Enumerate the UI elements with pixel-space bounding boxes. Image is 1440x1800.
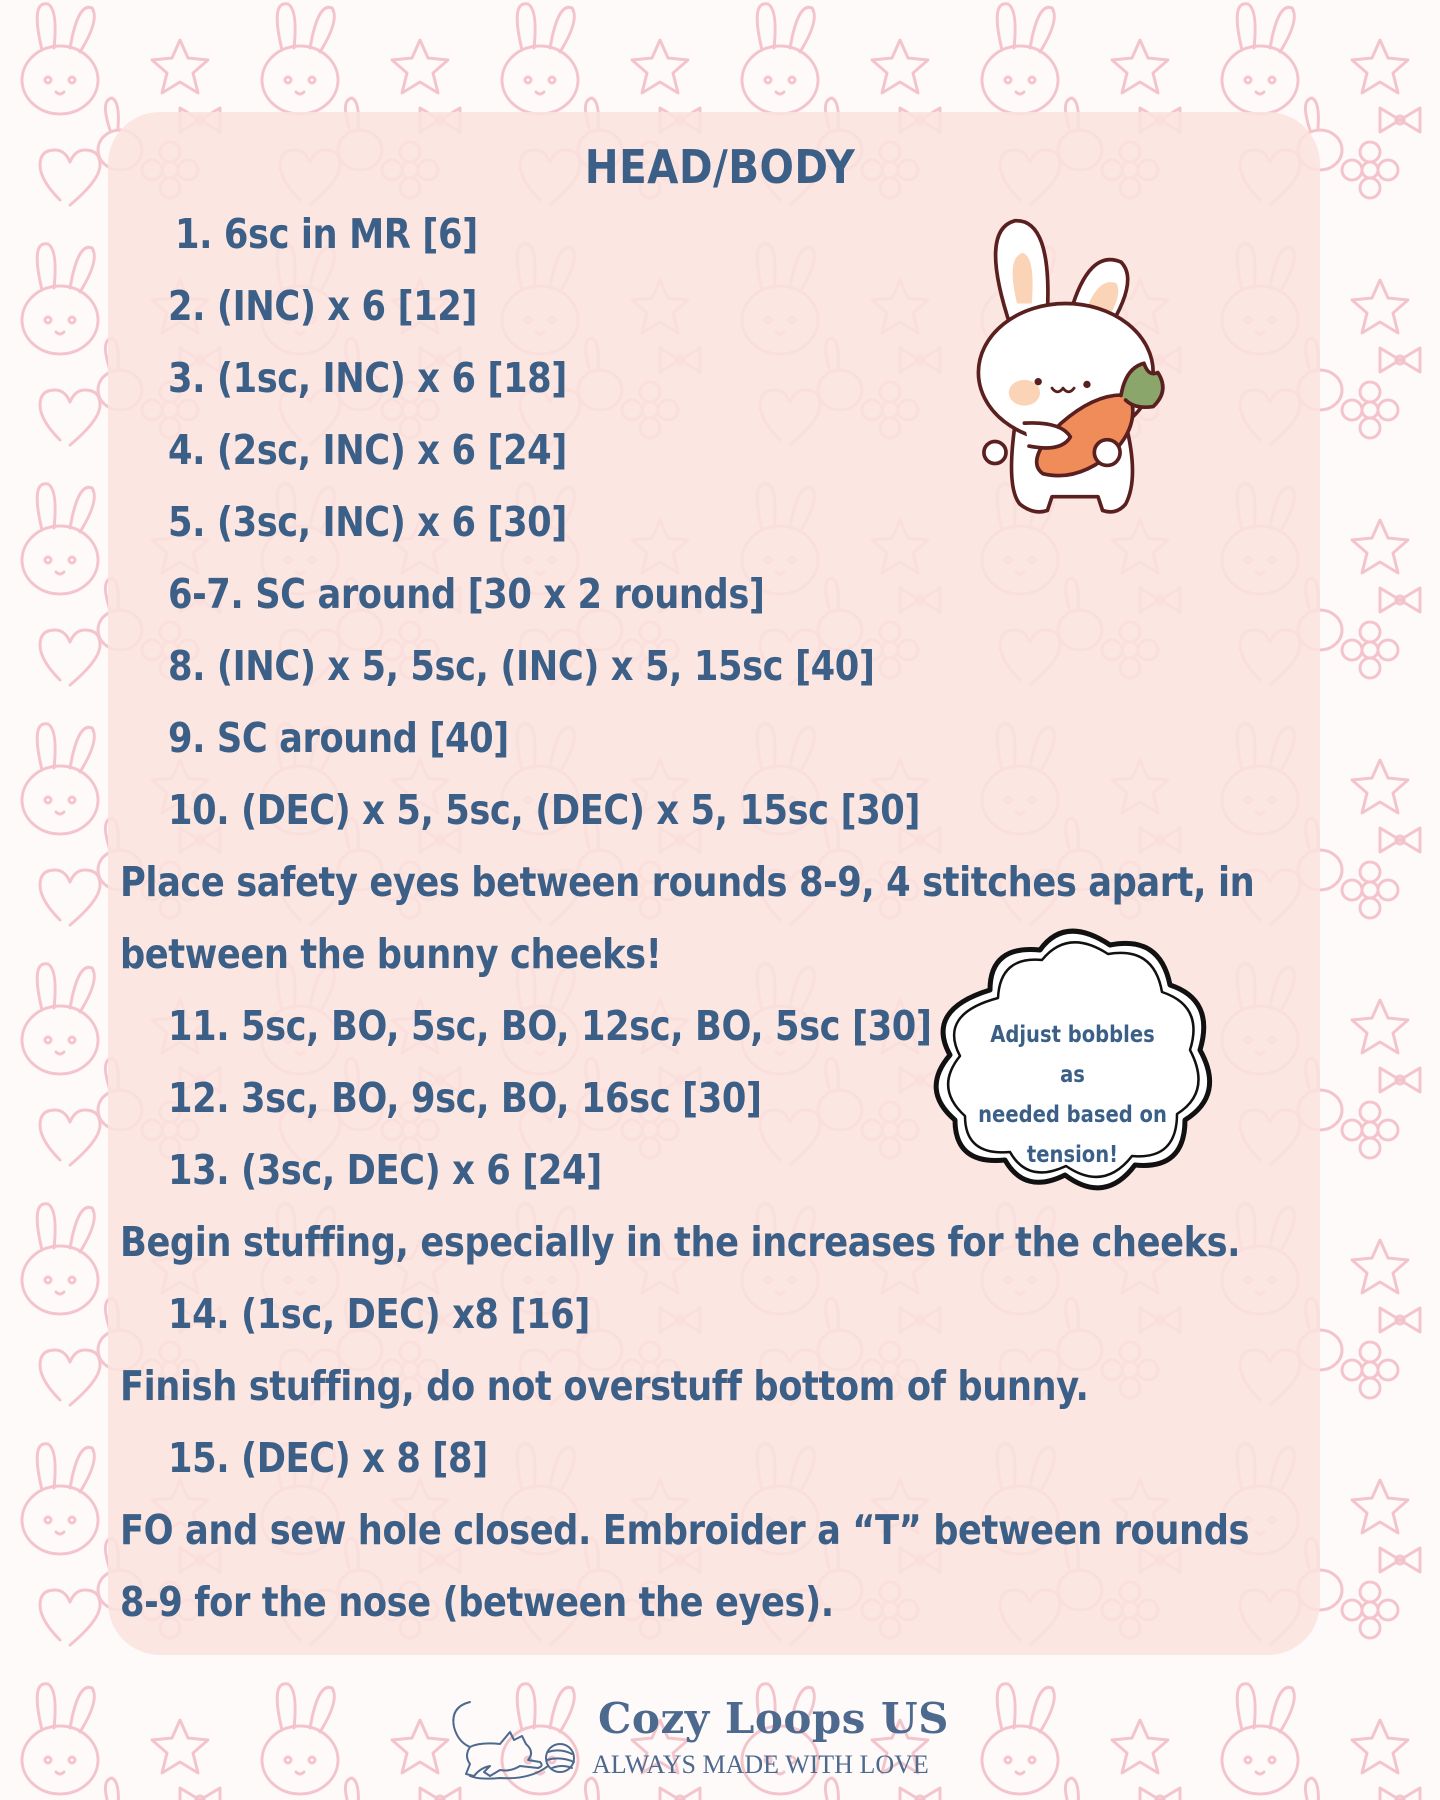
step-4: 4. (2sc, INC) x 6 [24]	[168, 426, 567, 474]
bunny-with-carrot-illustration	[960, 205, 1190, 540]
step-1: 1. 6sc in MR [6]	[175, 210, 478, 258]
note-final-line-2: 8-9 for the nose (between the eyes).	[120, 1578, 834, 1626]
note-final-line-1: FO and sew hole closed. Embroider a “T” between rounds	[120, 1506, 1250, 1554]
note-begin-stuffing: Begin stuffing, especially in the increases for the cheeks.	[120, 1218, 1241, 1266]
step-13: 13. (3sc, DEC) x 6 [24]	[168, 1146, 602, 1194]
brand-name: Cozy Loops US	[598, 1694, 949, 1743]
cloud-callout-text	[960, 1015, 1185, 1175]
step-12: 12. 3sc, BO, 9sc, BO, 16sc [30]	[168, 1074, 762, 1122]
cloud-text-line-2: needed based on	[978, 1102, 1167, 1128]
step-2: 2. (INC) x 6 [12]	[168, 282, 478, 330]
step-11: 11. 5sc, BO, 5sc, BO, 12sc, BO, 5sc [30]	[168, 1002, 932, 1050]
cat-with-yarn-ball-icon	[440, 1692, 600, 1784]
step-15: 15. (DEC) x 8 [8]	[168, 1434, 488, 1482]
step-10: 10. (DEC) x 5, 5sc, (DEC) x 5, 15sc [30]	[168, 786, 921, 834]
brand-logo	[440, 1690, 1000, 1790]
brand-tagline: ALWAYS MADE WITH LOVE	[592, 1750, 929, 1779]
note-finish-stuffing: Finish stuffing, do not overstuff bottom of bunny.	[120, 1362, 1089, 1410]
note-safety-eyes-line-2: between the bunny cheeks!	[120, 930, 662, 978]
cloud-text-line-1: Adjust bobbles as	[990, 1022, 1155, 1088]
step-14: 14. (1sc, DEC) x8 [16]	[168, 1290, 590, 1338]
note-safety-eyes-line-1: Place safety eyes between rounds 8-9, 4 stitches apart, in	[120, 858, 1255, 906]
section-title: HEAD/BODY	[584, 140, 856, 194]
step-9: 9. SC around [40]	[168, 714, 509, 762]
step-6-7: 6-7. SC around [30 x 2 rounds]	[168, 570, 765, 618]
step-3: 3. (1sc, INC) x 6 [18]	[168, 354, 567, 402]
cloud-text-line-3: tension!	[1026, 1142, 1119, 1168]
step-5: 5. (3sc, INC) x 6 [30]	[168, 498, 567, 546]
step-8: 8. (INC) x 5, 5sc, (INC) x 5, 15sc [40]	[168, 642, 875, 690]
